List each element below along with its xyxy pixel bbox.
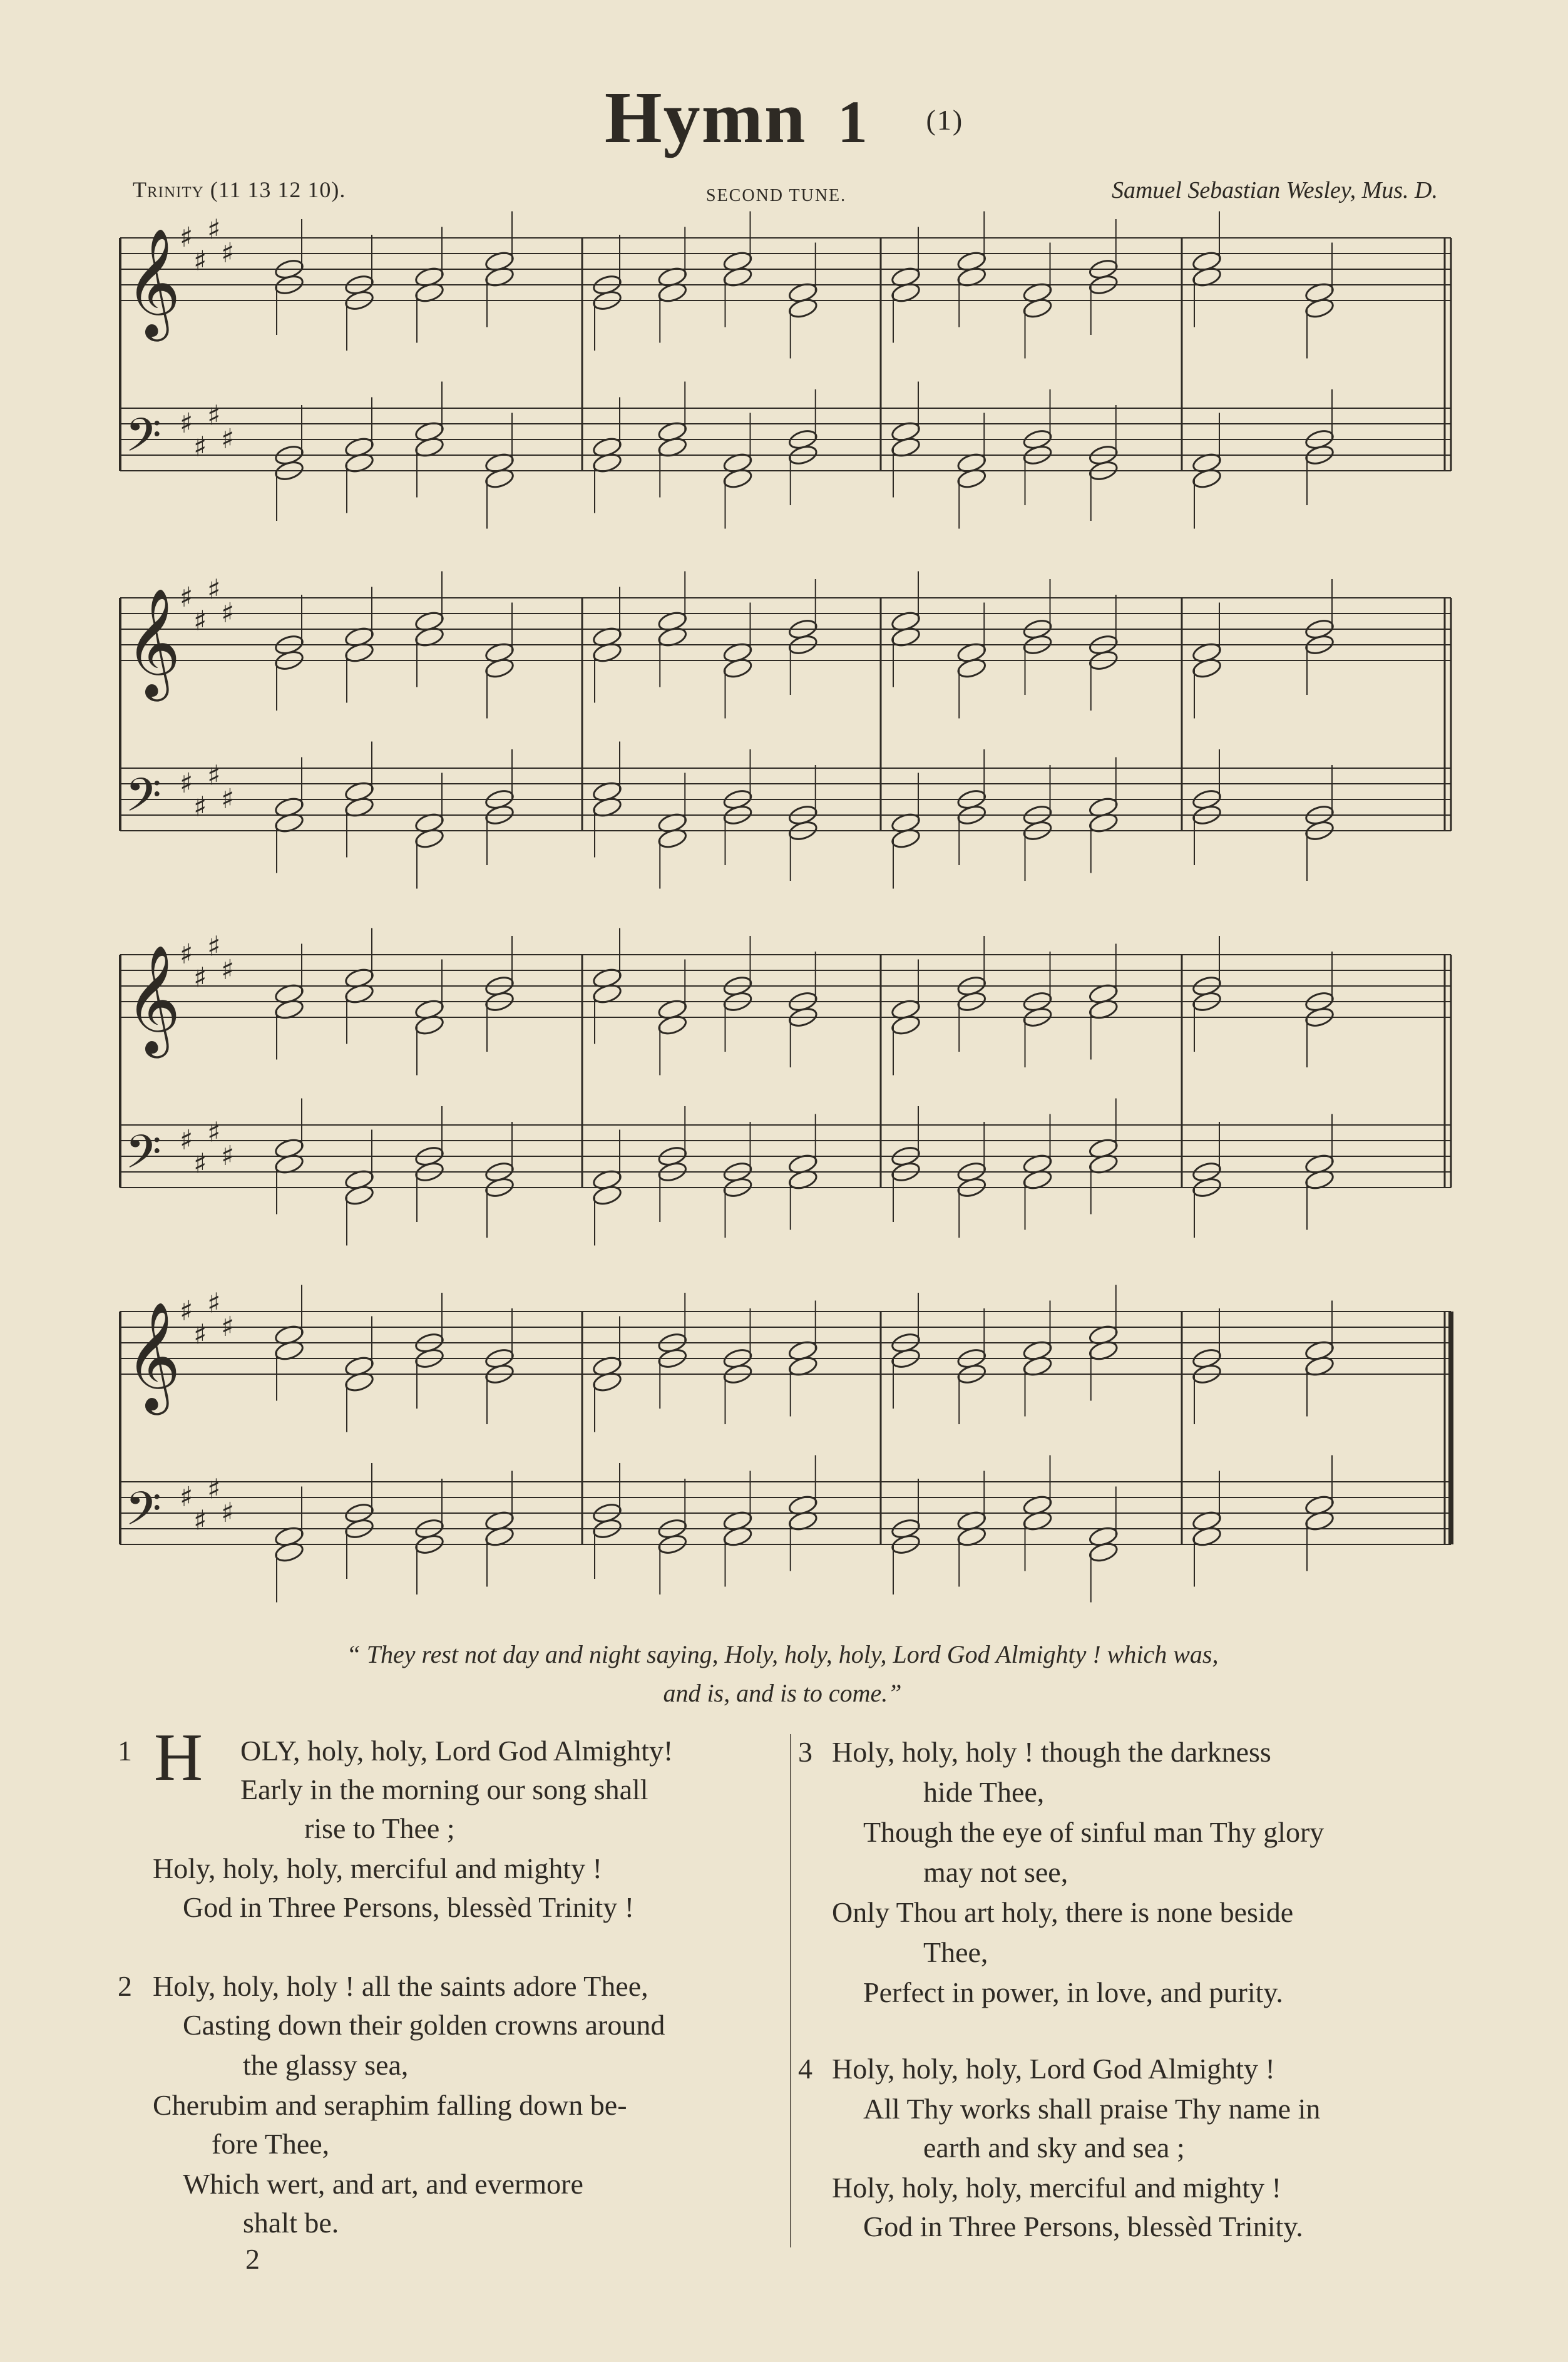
verse-number: 3	[798, 1736, 812, 1768]
verse-line: God in Three Persons, blessèd Trinity.	[863, 2211, 1303, 2242]
verse-line: Holy, holy, holy, merciful and mighty !	[153, 1852, 602, 1884]
column-divider	[790, 1734, 791, 2247]
verse-line: God in Three Persons, blessèd Trinity !	[183, 1891, 635, 1923]
verse-line: Perfect in power, in love, and purity.	[863, 1976, 1283, 2008]
verse-line: Casting down their golden crowns around	[183, 2009, 665, 2041]
tune-label: SECOND TUNE.	[706, 186, 847, 205]
verse-line: Which wert, and art, and evermore	[183, 2168, 583, 2200]
sharp-sign: ♯	[221, 423, 235, 455]
sharp-sign: ♯	[207, 1287, 221, 1320]
bass-clef: 𝄢	[125, 1482, 161, 1548]
treble-clef: 𝄞	[125, 588, 181, 697]
quote-line-1: “ They rest not day and night saying, Holy, holy, holy, Lord God Almighty ! which was,	[346, 1640, 1219, 1668]
sharp-sign: ♯	[207, 1473, 221, 1506]
sharp-sign: ♯	[180, 768, 193, 799]
sharp-sign: ♯	[180, 582, 193, 614]
verse-number: 1	[118, 1735, 132, 1767]
sharp-sign: ♯	[221, 1497, 235, 1529]
title-word: Hymn	[604, 76, 807, 158]
bass-clef: 𝄢	[125, 1125, 161, 1191]
sharp-sign: ♯	[221, 1311, 235, 1343]
verse-line: Only Thou art holy, there is none beside	[832, 1896, 1294, 1928]
verse-line: Early in the morning our song shall	[240, 1774, 648, 1805]
verse-line: earth and sky and sea ;	[923, 2132, 1185, 2164]
hymn-reference: (1)	[926, 104, 964, 136]
sharp-sign: ♯	[193, 791, 207, 823]
sharp-sign: ♯	[193, 1504, 207, 1537]
sharp-sign: ♯	[180, 1295, 193, 1327]
quote-line-2: and is, and is to come.”	[663, 1679, 902, 1707]
verse-number: 2	[118, 1970, 132, 2002]
sharp-sign: ♯	[221, 237, 235, 269]
sharp-sign: ♯	[193, 431, 207, 463]
page-number: 2	[245, 2243, 260, 2275]
sharp-sign: ♯	[221, 1140, 235, 1172]
sharp-sign: ♯	[193, 605, 207, 637]
treble-clef: 𝄞	[125, 228, 181, 337]
verse-line: Holy, holy, holy ! though the darkness	[832, 1736, 1271, 1768]
sharp-sign: ♯	[207, 573, 221, 606]
verse-line: fore Thee,	[212, 2128, 330, 2160]
verse-line: hide Thee,	[923, 1776, 1045, 1808]
sharp-sign: ♯	[207, 1116, 221, 1149]
sharp-sign: ♯	[193, 962, 207, 994]
verse-line: rise to Thee ;	[304, 1812, 455, 1844]
hymn-number: 1	[838, 88, 869, 155]
bass-clef: 𝄢	[125, 408, 161, 474]
sharp-sign: ♯	[207, 213, 221, 246]
verse-line: Though the eye of sinful man Thy glory	[863, 1816, 1325, 1848]
sharp-sign: ♯	[180, 1124, 193, 1156]
sharp-sign: ♯	[207, 930, 221, 963]
bass-clef: 𝄢	[125, 768, 161, 834]
verse-line: may not see,	[923, 1856, 1068, 1888]
sharp-sign: ♯	[193, 1148, 207, 1180]
verse-line: Cherubim and seraphim falling down be-	[153, 2089, 627, 2121]
scripture-quote	[188, 1635, 1377, 1713]
verse-line: OLY, holy, holy, Lord God Almighty!	[240, 1735, 674, 1767]
sharp-sign: ♯	[193, 245, 207, 277]
sharp-sign: ♯	[180, 938, 193, 970]
tune-name: Trinity (11 13 12 10).	[133, 177, 346, 202]
verse-line: the glassy sea,	[243, 2049, 409, 2081]
sharp-sign: ♯	[207, 759, 221, 792]
composer: Samuel Sebastian Wesley, Mus. D.	[1111, 177, 1438, 203]
verse-line: Holy, holy, holy ! all the saints adore Thee,	[153, 1970, 648, 2002]
sharp-sign: ♯	[180, 408, 193, 439]
verse-number: 4	[798, 2053, 812, 2085]
verse-line: Thee,	[923, 1936, 988, 1968]
sharp-sign: ♯	[193, 1318, 207, 1351]
sharp-sign: ♯	[180, 1481, 193, 1513]
sharp-sign: ♯	[221, 783, 235, 815]
treble-clef: 𝄞	[125, 1302, 181, 1410]
verse-line: Holy, holy, holy, Lord God Almighty !	[832, 2053, 1275, 2085]
sharp-sign: ♯	[180, 222, 193, 254]
drop-cap: H	[154, 1720, 203, 1795]
sharp-sign: ♯	[221, 954, 235, 986]
verse-line: shalt be.	[243, 2207, 339, 2239]
sharp-sign: ♯	[221, 597, 235, 629]
sharp-sign: ♯	[207, 399, 221, 432]
verse-line: All Thy works shall praise Thy name in	[863, 2093, 1321, 2125]
treble-clef: 𝄞	[125, 945, 181, 1054]
verse-line: Holy, holy, holy, merciful and mighty !	[832, 2172, 1281, 2204]
